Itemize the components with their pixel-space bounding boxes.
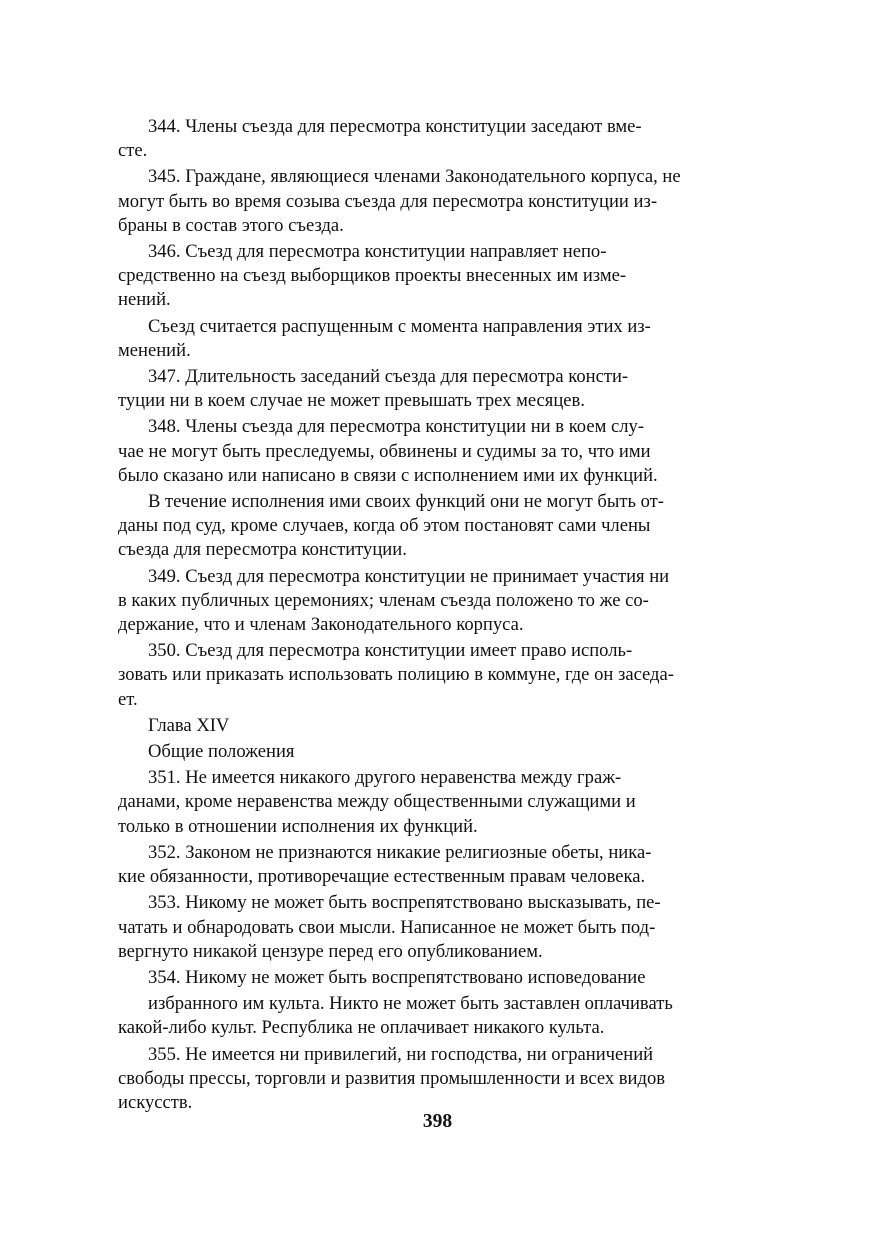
- article-354: 354. Никому не может быть воспрепятствовано исповедование: [148, 966, 646, 988]
- article-345: 345. Граждане, являющиеся членами Законодательного корпуса, не могут быть во время созыва съезда для пересмотра конституции из- браны в состав этого съезда.: [118, 166, 681, 236]
- article-349: 349. Съезд для пересмотра конституции не принимает участия ни в каких публичных церемониях; членам съезда положено то же со- держание, что и членам Законодательного корпуса.: [118, 565, 670, 636]
- article-354-continuation: избранного им культа. Никто не может быть заставлен оплачивать какой-либо культ. Республика не оплачивает никакого культа.: [118, 993, 673, 1039]
- chapter-subtitle: Общие положения: [148, 741, 295, 763]
- article-348-continuation: В течение исполнения ими своих функций они не могут быть от- даны под суд, кроме случаев, когда об этом постановят сами члены съезда для пересмотра конституции.: [118, 491, 664, 561]
- chapter-title: Глава XIV: [148, 714, 230, 736]
- article-348: 348. Члены съезда для пересмотра конституции ни в коем слу- чае не могут быть преследуемы, обвинены и судимы за то, что ими было сказано или написано в связи с исполнением ими их функций.: [118, 416, 658, 486]
- article-352: 352. Законом не признаются никакие религиозные обеты, ника- кие обязанности, противоречащие естественным правам человека.: [118, 841, 652, 888]
- article-350: 350. Съезд для пересмотра конституции имеет право исполь- зовать или приказать использовать полицию в коммуне, где он заседа- ет.: [118, 640, 674, 710]
- article-346-continuation: Съезд считается распущенным с момента направления этих из- менений.: [118, 315, 651, 361]
- page-body: [118, 115, 756, 1117]
- article-355: 355. Не имеется ни привилегий, ни господства, ни ограничений свободы прессы, торговли и развития промышленности и всех видов искусств.: [118, 1043, 666, 1113]
- article-344: 344. Члены съезда для пересмотра конституции заседают вме- сте.: [118, 116, 642, 162]
- article-347: 347. Длительность заседаний съезда для пересмотра консти- туции ни в коем случае не может превышать трех месяцев.: [118, 366, 629, 412]
- article-351: 351. Не имеется никакого другого неравенства между граж- данами, кроме неравенства между общественными служащими и только в отношении исполнения их функций.: [118, 767, 636, 837]
- article-353: 353. Никому не может быть воспрепятствовано высказывать, пе- чатать и обнародовать свои мысли. Написанное не может быть под- вергнуто никакой цензуре перед его опубликованием.: [118, 892, 661, 962]
- page-number: 398: [422, 1111, 453, 1132]
- article-346: 346. Съезд для пересмотра конституции направляет непо- средственно на съезд выборщиков проекты внесенных им изме- нений.: [118, 241, 627, 311]
